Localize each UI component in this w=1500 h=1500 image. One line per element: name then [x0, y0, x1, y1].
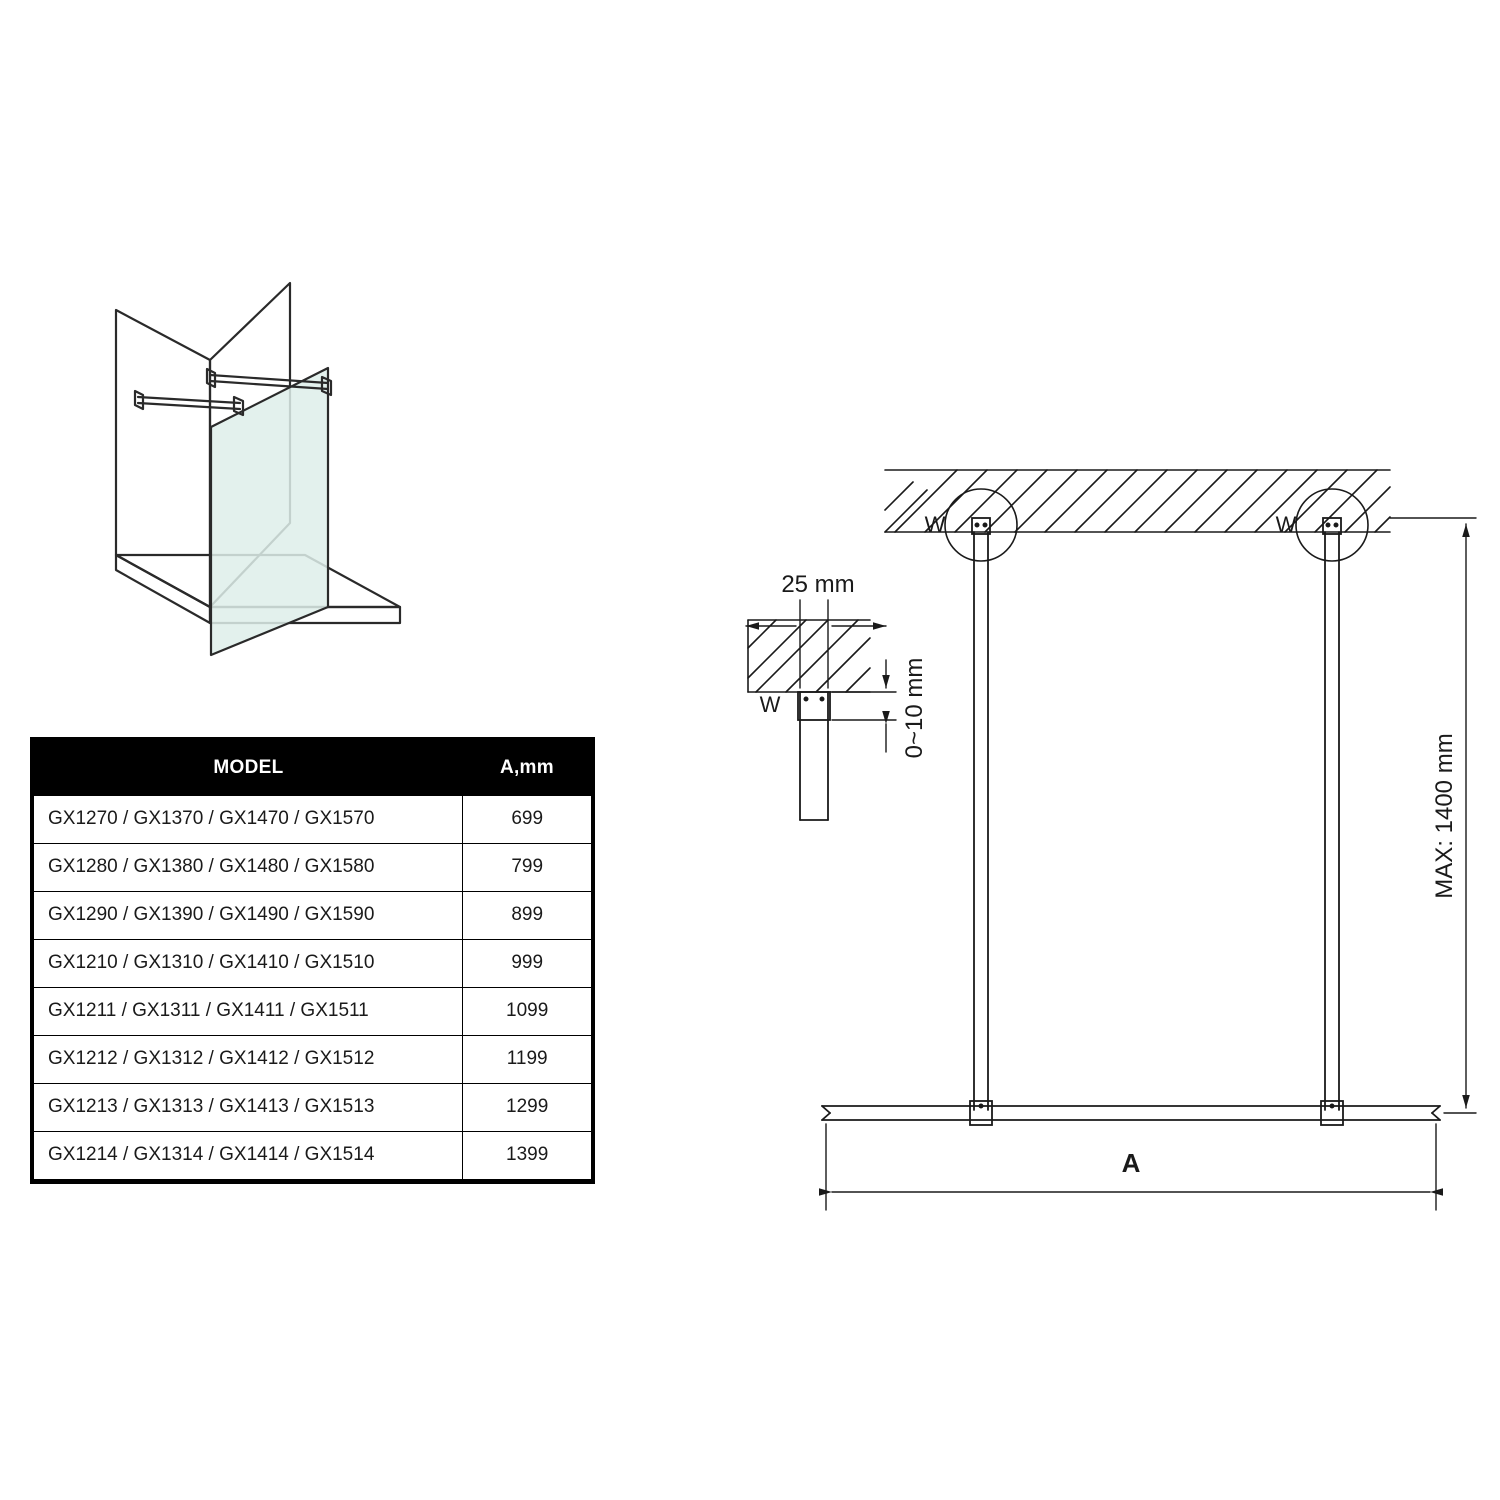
glass-panel-top-edge — [822, 1106, 1440, 1120]
technical-drawing-svg — [700, 420, 1490, 1270]
cell-a: 799 — [463, 843, 591, 891]
table-row — [34, 1083, 591, 1131]
height-dimension-label: MAX: 1400 mm — [1431, 733, 1458, 899]
table-header-model: MODEL — [34, 741, 463, 795]
cell-model: GX1290 / GX1390 / GX1490 / GX1590 — [34, 891, 463, 939]
detail-marker-label: W — [759, 692, 781, 717]
cell-model: GX1213 / GX1313 / GX1413 / GX1513 — [34, 1083, 463, 1131]
iso-support-bar-lower — [138, 397, 240, 403]
cell-a: 999 — [463, 939, 591, 987]
cell-a: 899 — [463, 891, 591, 939]
isometric-svg — [90, 255, 450, 675]
table-row — [34, 843, 591, 891]
left-support-bar — [974, 532, 988, 1110]
ceiling-hatch — [885, 470, 1390, 532]
cell-model: GX1210 / GX1310 / GX1410 / GX1510 — [34, 939, 463, 987]
detail-gap-label: 0~10 mm — [901, 657, 928, 759]
iso-glass-panel — [211, 368, 328, 655]
table-row — [34, 987, 591, 1035]
table-row — [34, 1131, 591, 1179]
bracket-marker-right-label: W — [1275, 512, 1297, 537]
model-table-body — [34, 795, 591, 1179]
cell-a: 1299 — [463, 1083, 591, 1131]
model-table-head — [34, 741, 591, 795]
cell-a: 699 — [463, 795, 591, 843]
side-detail-bar — [800, 692, 828, 820]
cell-model: GX1214 / GX1314 / GX1414 / GX1514 — [34, 1131, 463, 1179]
iso-support-bar-lower-b — [138, 403, 240, 409]
detail-width-label: 25 mm — [781, 571, 855, 598]
right-support-bar — [1325, 532, 1339, 1110]
cell-model: GX1211 / GX1311 / GX1411 / GX1511 — [34, 987, 463, 1035]
table-row — [34, 795, 591, 843]
cell-model: GX1212 / GX1312 / GX1412 / GX1512 — [34, 1035, 463, 1083]
cell-a: 1099 — [463, 987, 591, 1035]
table-header-row — [34, 741, 591, 795]
side-detail-bracket — [798, 692, 830, 720]
iso-bracket-lower — [135, 391, 143, 409]
cell-a: 1399 — [463, 1131, 591, 1179]
model-table-container — [30, 737, 595, 1184]
cell-a: 1199 — [463, 1035, 591, 1083]
width-dimension-label: A — [1121, 1148, 1141, 1178]
left-detail-circle — [945, 489, 1017, 561]
model-table — [34, 741, 591, 1180]
cell-model: GX1270 / GX1370 / GX1470 / GX1570 — [34, 795, 463, 843]
table-row — [34, 1035, 591, 1083]
bracket-marker-left-label: W — [924, 512, 946, 537]
table-header-a: A,mm — [463, 741, 591, 795]
table-row — [34, 891, 591, 939]
right-detail-circle — [1296, 489, 1368, 561]
table-row — [34, 939, 591, 987]
iso-floor-front-left — [116, 555, 210, 623]
technical-drawing — [700, 420, 1490, 1270]
cell-model: GX1280 / GX1380 / GX1480 / GX1580 — [34, 843, 463, 891]
isometric-illustration — [90, 255, 450, 675]
side-detail-wall-hatch — [748, 620, 870, 692]
